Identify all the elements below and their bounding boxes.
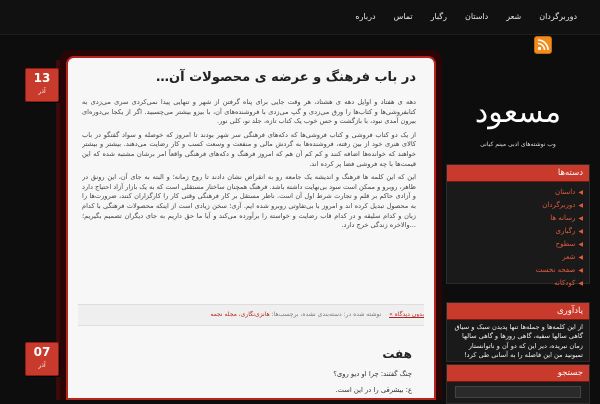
category-item[interactable]: ◀رسانه ها: [550, 214, 583, 222]
post-body: [82, 368, 412, 400]
logo-script: مسعود: [474, 95, 562, 130]
category-item[interactable]: ◀شعر: [562, 253, 583, 261]
category-item[interactable]: ◀رگباری: [555, 227, 583, 235]
post-paragraph: دهه ی هفتاد و اوایل دهه ی هشتاد، هر وقت جایی برای پناه گرفتن از شهر و تنهایی پیدا نمی‌کردی سری می‌زدی به کتابفروشی‌ها و کتاب‌ها را ورق می‌زدی و گپ می‌زدی با فروشنده‌های آن، با بیزو بیشتر می‌چسبید. اگر از یکجا بی‌دوره‌ای بیرون آمدی نبود، با بازگشت و حس خوب یک کتاب تازه، جلد نو، کلی نور.: [82, 98, 416, 126]
comments-link[interactable]: بدون دیدگاه »: [389, 311, 424, 318]
category-item[interactable]: ◀سطوح: [555, 240, 583, 248]
post-meta-prefix: نوشته شده در: دسته‌بندی نشده، برچسب‌ها:: [269, 311, 382, 318]
post-body: [82, 98, 416, 313]
post-date-badge: [25, 342, 59, 376]
bullet-arrow-icon: ◀: [578, 241, 583, 248]
post-title[interactable]: هفت: [382, 347, 412, 361]
nav-item-poetry[interactable]: شعر: [506, 12, 522, 21]
post-meta-bar: [78, 304, 424, 326]
category-item[interactable]: ◀کودکانه: [554, 279, 583, 287]
search-input[interactable]: [455, 386, 581, 398]
category-item[interactable]: ◀دوربرگردان: [542, 201, 583, 209]
bullet-arrow-icon: ◀: [578, 189, 583, 196]
site-logo[interactable]: [446, 86, 590, 158]
bullet-arrow-icon: ◀: [578, 254, 583, 261]
post-date-month: آذر: [38, 88, 46, 95]
widget-title: یادآوری: [447, 303, 589, 320]
post-date-month: آذر: [38, 362, 46, 369]
search-widget: [446, 364, 590, 404]
post-tags-link[interactable]: هانزی‌نگاری، مجله نجمه: [210, 311, 270, 318]
nav-item-contact[interactable]: تماس: [393, 12, 413, 21]
reminder-widget: [446, 302, 590, 362]
categories-list: [447, 182, 589, 294]
post-title[interactable]: در باب فرهنگ و عرضه ی محصولات آن…: [156, 70, 416, 85]
post-paragraph: از یک دو کتاب فروشی و کتاب فروشی‌ها که دکه‌های فرهنگی سر شهر بودند تا امروز که خوصله و سواد گفتگو در باب کالای هنری خود از بین رفته، فروشنده‌ها به گردش مالی و منفعت و وسعت کسب و کار رضایت می‌دهند. بیشتر و بیشتر خواهند که خوانده‌ها اضافه کنند و کم کم آن هم که امروز فرهنگ و دکه‌های فرهنگی واقعاً امر برشان مشتبه شده که این قیمت‌ها با چه فروشی فضا پر کرده اند.: [82, 130, 416, 168]
bullet-arrow-icon: ◀: [578, 280, 583, 287]
nav-item-story[interactable]: داستان: [464, 12, 489, 21]
bullet-arrow-icon: ◀: [578, 215, 583, 222]
post-line: ع: بیشرقی را در این است.: [335, 386, 412, 394]
post-line: چنگ گفتند: چرا او دیو روی؟: [333, 370, 412, 378]
category-item[interactable]: ◀صفحه نخست: [535, 266, 583, 274]
post-date-badge: [25, 68, 59, 102]
rss-feed-icon[interactable]: [534, 36, 552, 54]
post-date-day: 07: [33, 345, 51, 359]
widget-title: جستجو: [447, 365, 589, 382]
reminder-text: از این کلمه‌ها و جمله‌ها تنها پدیدن سبک و سیاق گاهی سالها سفیه، گاهی رورها و گاهی سالها زمان نبریده، دیر این که دو آن و ناتوانستار تمبونید من این فاصله را به آسانی طی کرد!: [454, 323, 583, 360]
nav-item-doorbargardan[interactable]: دوربرگردان: [539, 12, 577, 21]
widget-title: دسته‌ها: [447, 165, 589, 182]
post-paragraph: این که این کلمه ها فرهنگ و اندیشه یک جامعه رو به انقراض نشان دادند تا روح زمانه؛ و البته به جای آن، این رونق در ظاهر، روبرو و ممکن است سود بی‌نهایت داشته باشد. فرهنگ همچنان ساختار مستقلی است که به یک بازار آزاد احتیاج دارد و آزادی حاکم بر قلم و تجارت شرط اول آن است. ناظر مستقل بر کار فرهنگی وقتی کار را کارگزاران کنند، ضرورت‌ها را به محصول تبدیل کرده اند و امروز با بی‌تفاوتی روبرو شده ایم. آری؛ سخن زیادی است از اینکه محصولات فرهنگی با کدام زبان و کدام سلیقه و در کدام قاب رضایت و خواسته را برآورده می‌کند و آیا ما حق داریم به جای دیگران تصمیم بگیریم؛ ...والاخره زندگی خرج دارد.: [82, 173, 416, 230]
site-tagline: وب نوشته‌های ادبی مینم کیانی: [480, 141, 556, 148]
top-navigation-bar: [0, 0, 600, 35]
categories-widget: [446, 164, 590, 287]
bullet-arrow-icon: ◀: [578, 267, 583, 274]
post-date-day: 13: [33, 71, 51, 85]
rss-icon: [535, 37, 551, 53]
main-nav: [346, 0, 586, 34]
category-item[interactable]: ◀داستان: [555, 188, 583, 196]
bullet-arrow-icon: ◀: [578, 228, 583, 235]
nav-item-ragbar[interactable]: رگبار: [430, 12, 447, 21]
main-content-panel: [66, 56, 436, 400]
bullet-arrow-icon: ◀: [578, 202, 583, 209]
nav-item-about[interactable]: درباره: [355, 12, 376, 21]
